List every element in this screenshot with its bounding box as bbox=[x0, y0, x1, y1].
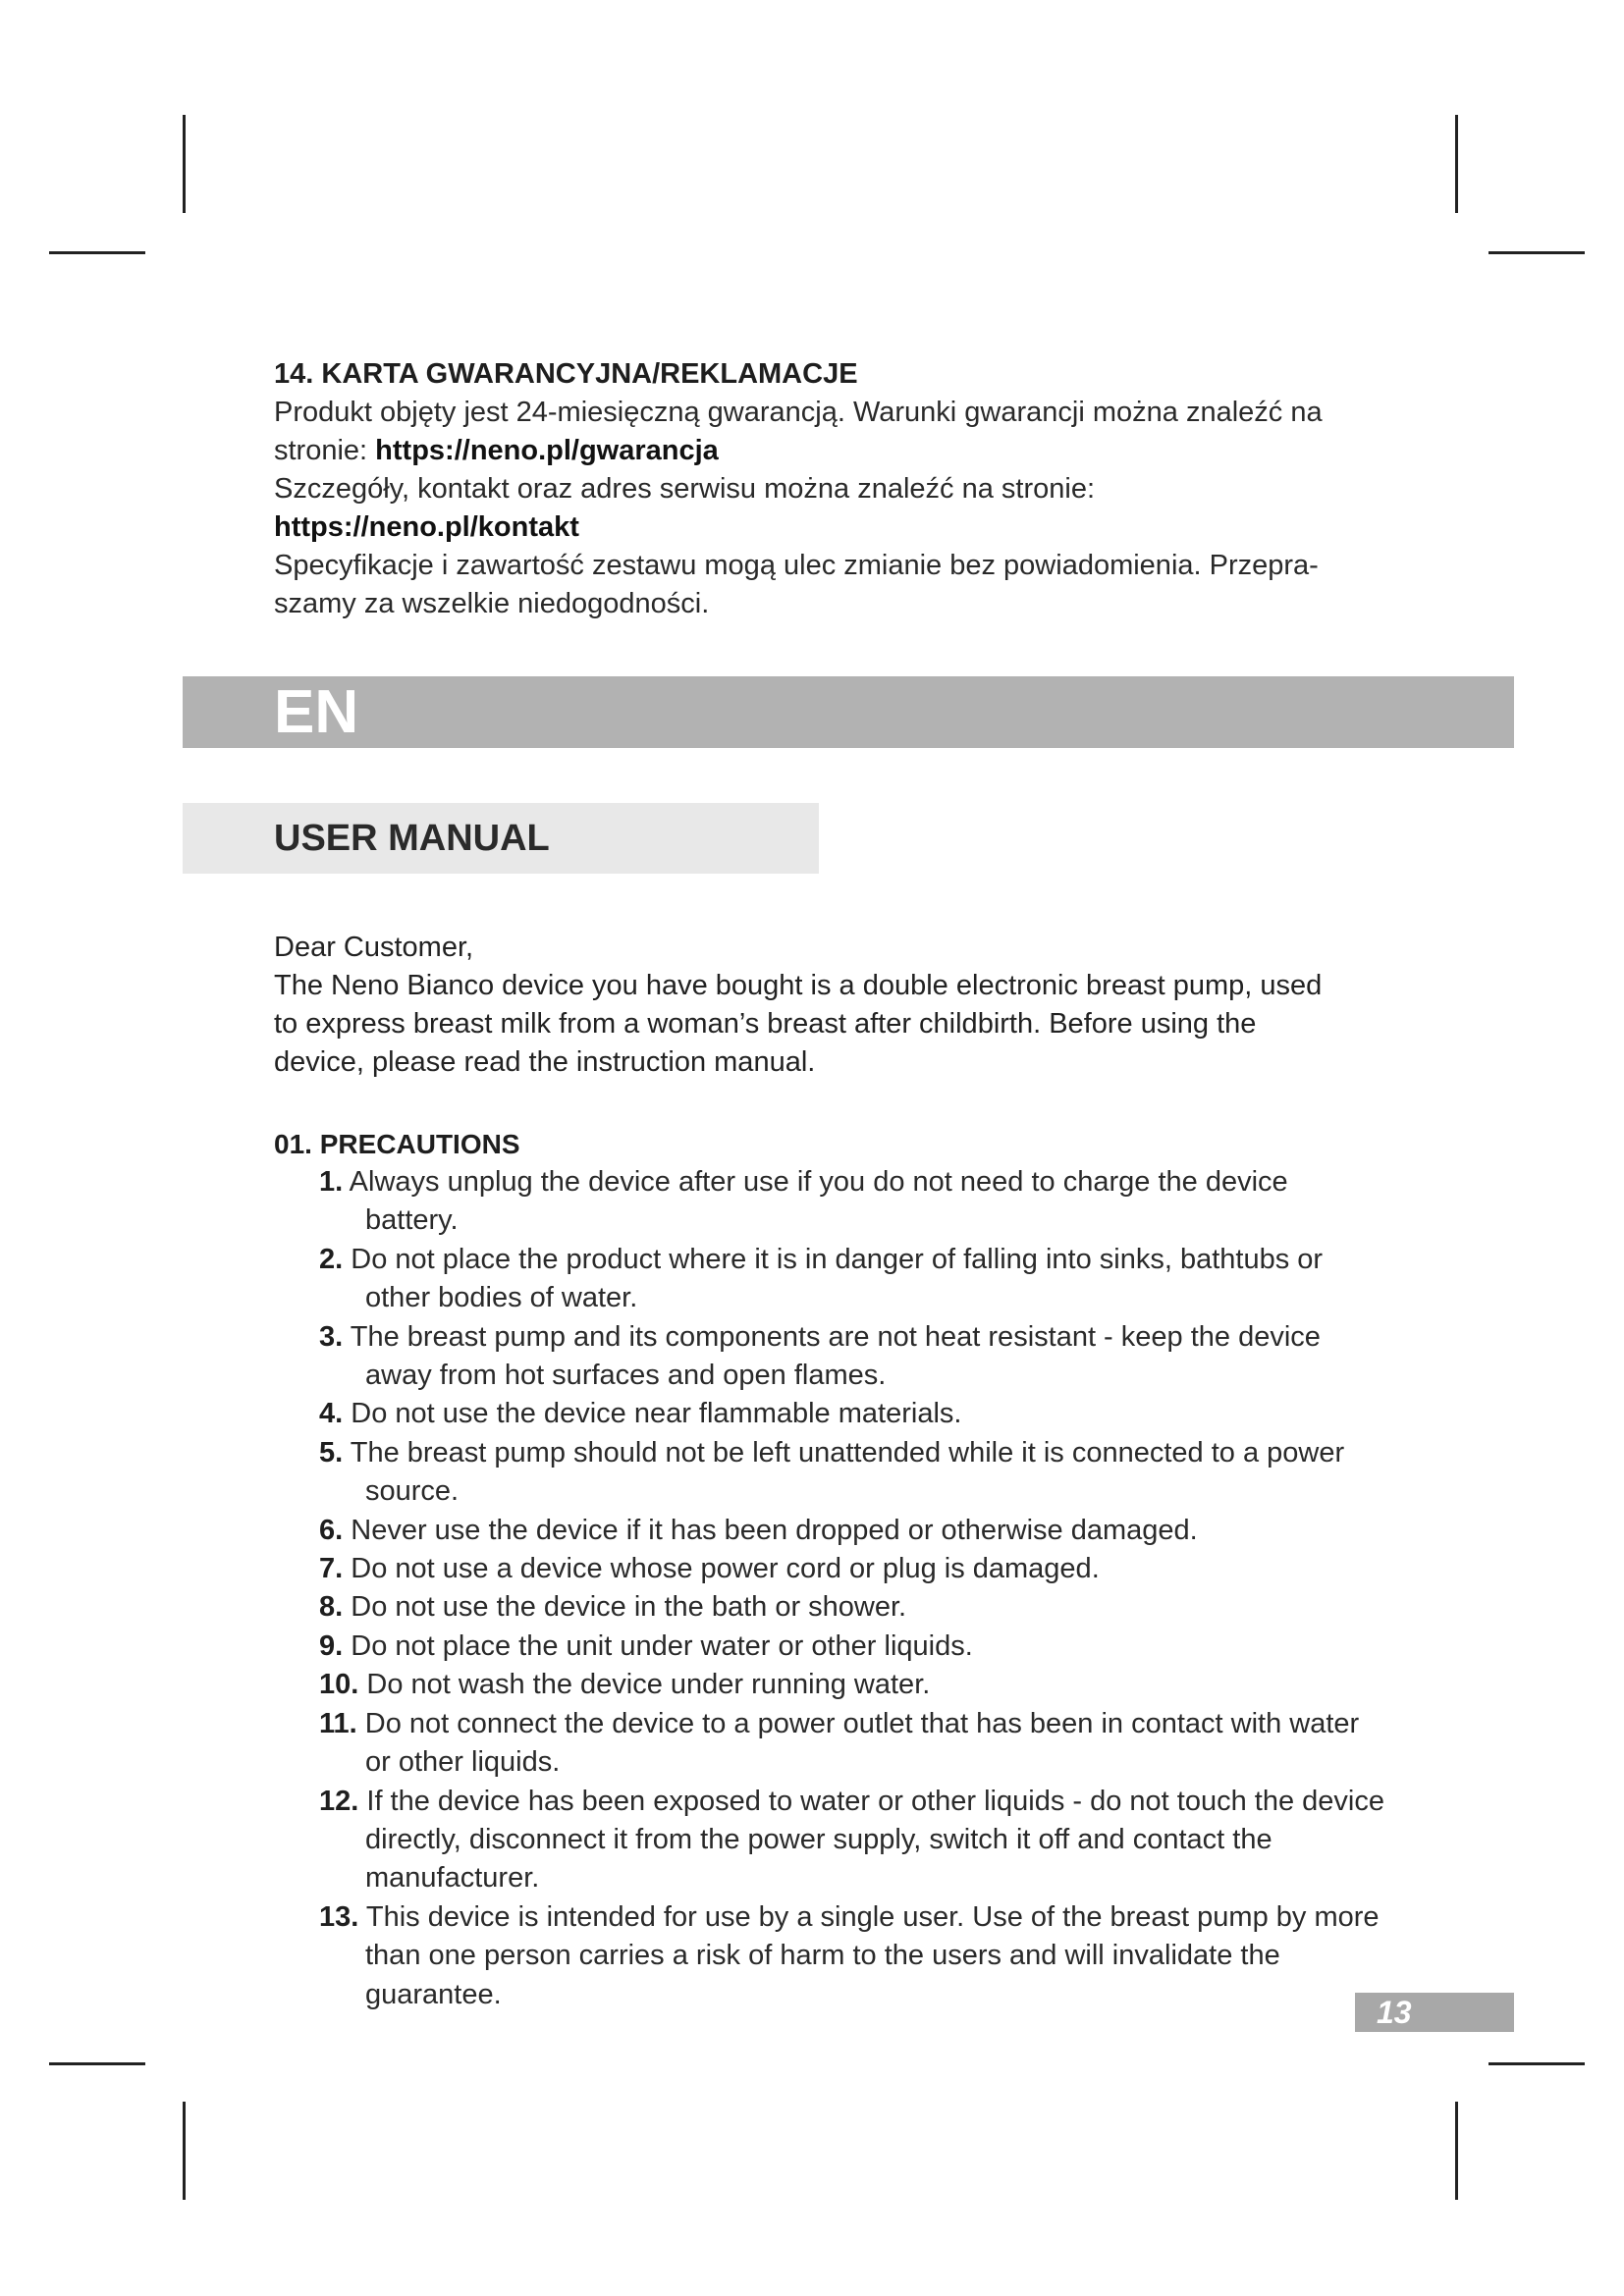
crop-mark-top-right-horizontal bbox=[1489, 251, 1585, 254]
precaution-item bbox=[319, 1241, 1384, 1318]
precaution-item bbox=[319, 1318, 1384, 1396]
spec-text-line-2: szamy za wszelkie niedogodności. bbox=[274, 588, 710, 619]
precaution-number: 12. bbox=[319, 1785, 359, 1817]
warranty-heading: 14. KARTA GWARANCYJNA/REKLAMACJE bbox=[274, 358, 858, 390]
contact-url-link[interactable]: https://neno.pl/kontakt bbox=[274, 511, 579, 543]
language-banner bbox=[183, 676, 1514, 748]
precaution-number: 9. bbox=[319, 1629, 344, 1662]
precaution-number: 13. bbox=[319, 1900, 359, 1933]
warranty-section bbox=[274, 355, 1374, 623]
manual-title-bar bbox=[183, 803, 819, 874]
precaution-number: 10. bbox=[319, 1669, 359, 1701]
precaution-text: Do not use the device near flammable materials. bbox=[351, 1398, 962, 1430]
precaution-text: Do not wash the device under running water. bbox=[366, 1669, 931, 1701]
precaution-item bbox=[319, 1434, 1384, 1512]
page-number: 13 bbox=[1377, 1995, 1412, 2030]
crop-mark-top-left-horizontal bbox=[49, 251, 145, 254]
precaution-item bbox=[319, 1783, 1384, 1898]
precaution-number: 11. bbox=[319, 1707, 357, 1739]
precaution-number: 2. bbox=[319, 1243, 344, 1275]
precaution-number: 4. bbox=[319, 1398, 344, 1430]
precaution-number: 6. bbox=[319, 1514, 344, 1546]
precaution-item bbox=[319, 1898, 1384, 2014]
precaution-item bbox=[319, 1628, 1384, 1666]
precaution-item bbox=[319, 1395, 1384, 1433]
precaution-item bbox=[319, 1666, 1384, 1704]
precaution-item bbox=[319, 1163, 1384, 1241]
precaution-text: Do not use the device in the bath or shower. bbox=[351, 1591, 907, 1624]
precaution-item bbox=[319, 1512, 1384, 1550]
warranty-url-link[interactable]: https://neno.pl/gwarancja bbox=[375, 435, 719, 466]
precaution-text: Do not connect the device to a power outlet that has been in contact with water or other liquids. bbox=[364, 1707, 1360, 1779]
precaution-text: Always unplug the device after use if you do not need to charge the device battery. bbox=[349, 1166, 1288, 1237]
precaution-text: Do not place the product where it is in danger of falling into sinks, bathtubs or other bodies of water. bbox=[351, 1243, 1324, 1314]
warranty-url-line bbox=[274, 432, 1374, 470]
intro-line: device, please read the instruction manual. bbox=[274, 1046, 816, 1078]
precaution-text: The breast pump and its components are not heat resistant - keep the device away from hot surfaces and open flames. bbox=[350, 1320, 1321, 1392]
precaution-item bbox=[319, 1588, 1384, 1627]
crop-mark-bottom-right-horizontal bbox=[1489, 2062, 1585, 2065]
precaution-text: If the device has been exposed to water or other liquids - do not touch the device directly, disconnect it from the power supply, switch it off and contact the manufacturer. bbox=[365, 1785, 1384, 1895]
precaution-number: 7. bbox=[319, 1553, 344, 1585]
precaution-text: Do not place the unit under water or other liquids. bbox=[351, 1629, 973, 1662]
manual-title: USER MANUAL bbox=[274, 818, 550, 859]
page-number-badge bbox=[1355, 1993, 1514, 2032]
precaution-number: 5. bbox=[319, 1436, 344, 1468]
intro-line: The Neno Bianco device you have bought is a double electronic breast pump, used bbox=[274, 970, 1323, 1001]
contact-text-line: Szczegóły, kontakt oraz adres serwisu można znaleźć na stronie: bbox=[274, 473, 1096, 505]
precaution-text: The breast pump should not be left unattended while it is connected to a power source. bbox=[350, 1436, 1345, 1508]
precautions-heading: 01. PRECAUTIONS bbox=[274, 1129, 520, 1159]
language-code: EN bbox=[274, 678, 359, 746]
precaution-item bbox=[319, 1705, 1384, 1783]
precaution-text: Never use the device if it has been dropped or otherwise damaged. bbox=[351, 1514, 1198, 1546]
precaution-text: This device is intended for use by a single user. Use of the breast pump by more than one person carries a risk of harm to the users and will invalidate the guarantee. bbox=[365, 1900, 1380, 2010]
crop-mark-bottom-left-vertical bbox=[183, 2102, 186, 2200]
warranty-url-prefix: stronie: bbox=[274, 435, 376, 466]
precautions-list bbox=[319, 1163, 1384, 2014]
spec-text-line: Specyfikacje i zawartość zestawu mogą ulec zmianie bez powiadomienia. Przepra- bbox=[274, 550, 1319, 581]
precaution-number: 3. bbox=[319, 1320, 344, 1353]
precaution-number: 1. bbox=[319, 1166, 344, 1198]
intro-line: to express breast milk from a woman’s breast after childbirth. Before using the bbox=[274, 1008, 1257, 1040]
crop-mark-top-right-vertical bbox=[1455, 115, 1458, 213]
precaution-text: Do not use a device whose power cord or plug is damaged. bbox=[351, 1553, 1100, 1585]
crop-mark-bottom-right-vertical bbox=[1455, 2102, 1458, 2200]
intro-greeting: Dear Customer, bbox=[274, 932, 474, 963]
intro-paragraph bbox=[274, 929, 1383, 1082]
warranty-text-line: Produkt objęty jest 24-miesięczną gwarancją. Warunki gwarancji można znaleźć na bbox=[274, 397, 1323, 428]
precaution-number: 8. bbox=[319, 1591, 344, 1624]
crop-mark-bottom-left-horizontal bbox=[49, 2062, 145, 2065]
crop-mark-top-left-vertical bbox=[183, 115, 186, 213]
precaution-item bbox=[319, 1550, 1384, 1588]
